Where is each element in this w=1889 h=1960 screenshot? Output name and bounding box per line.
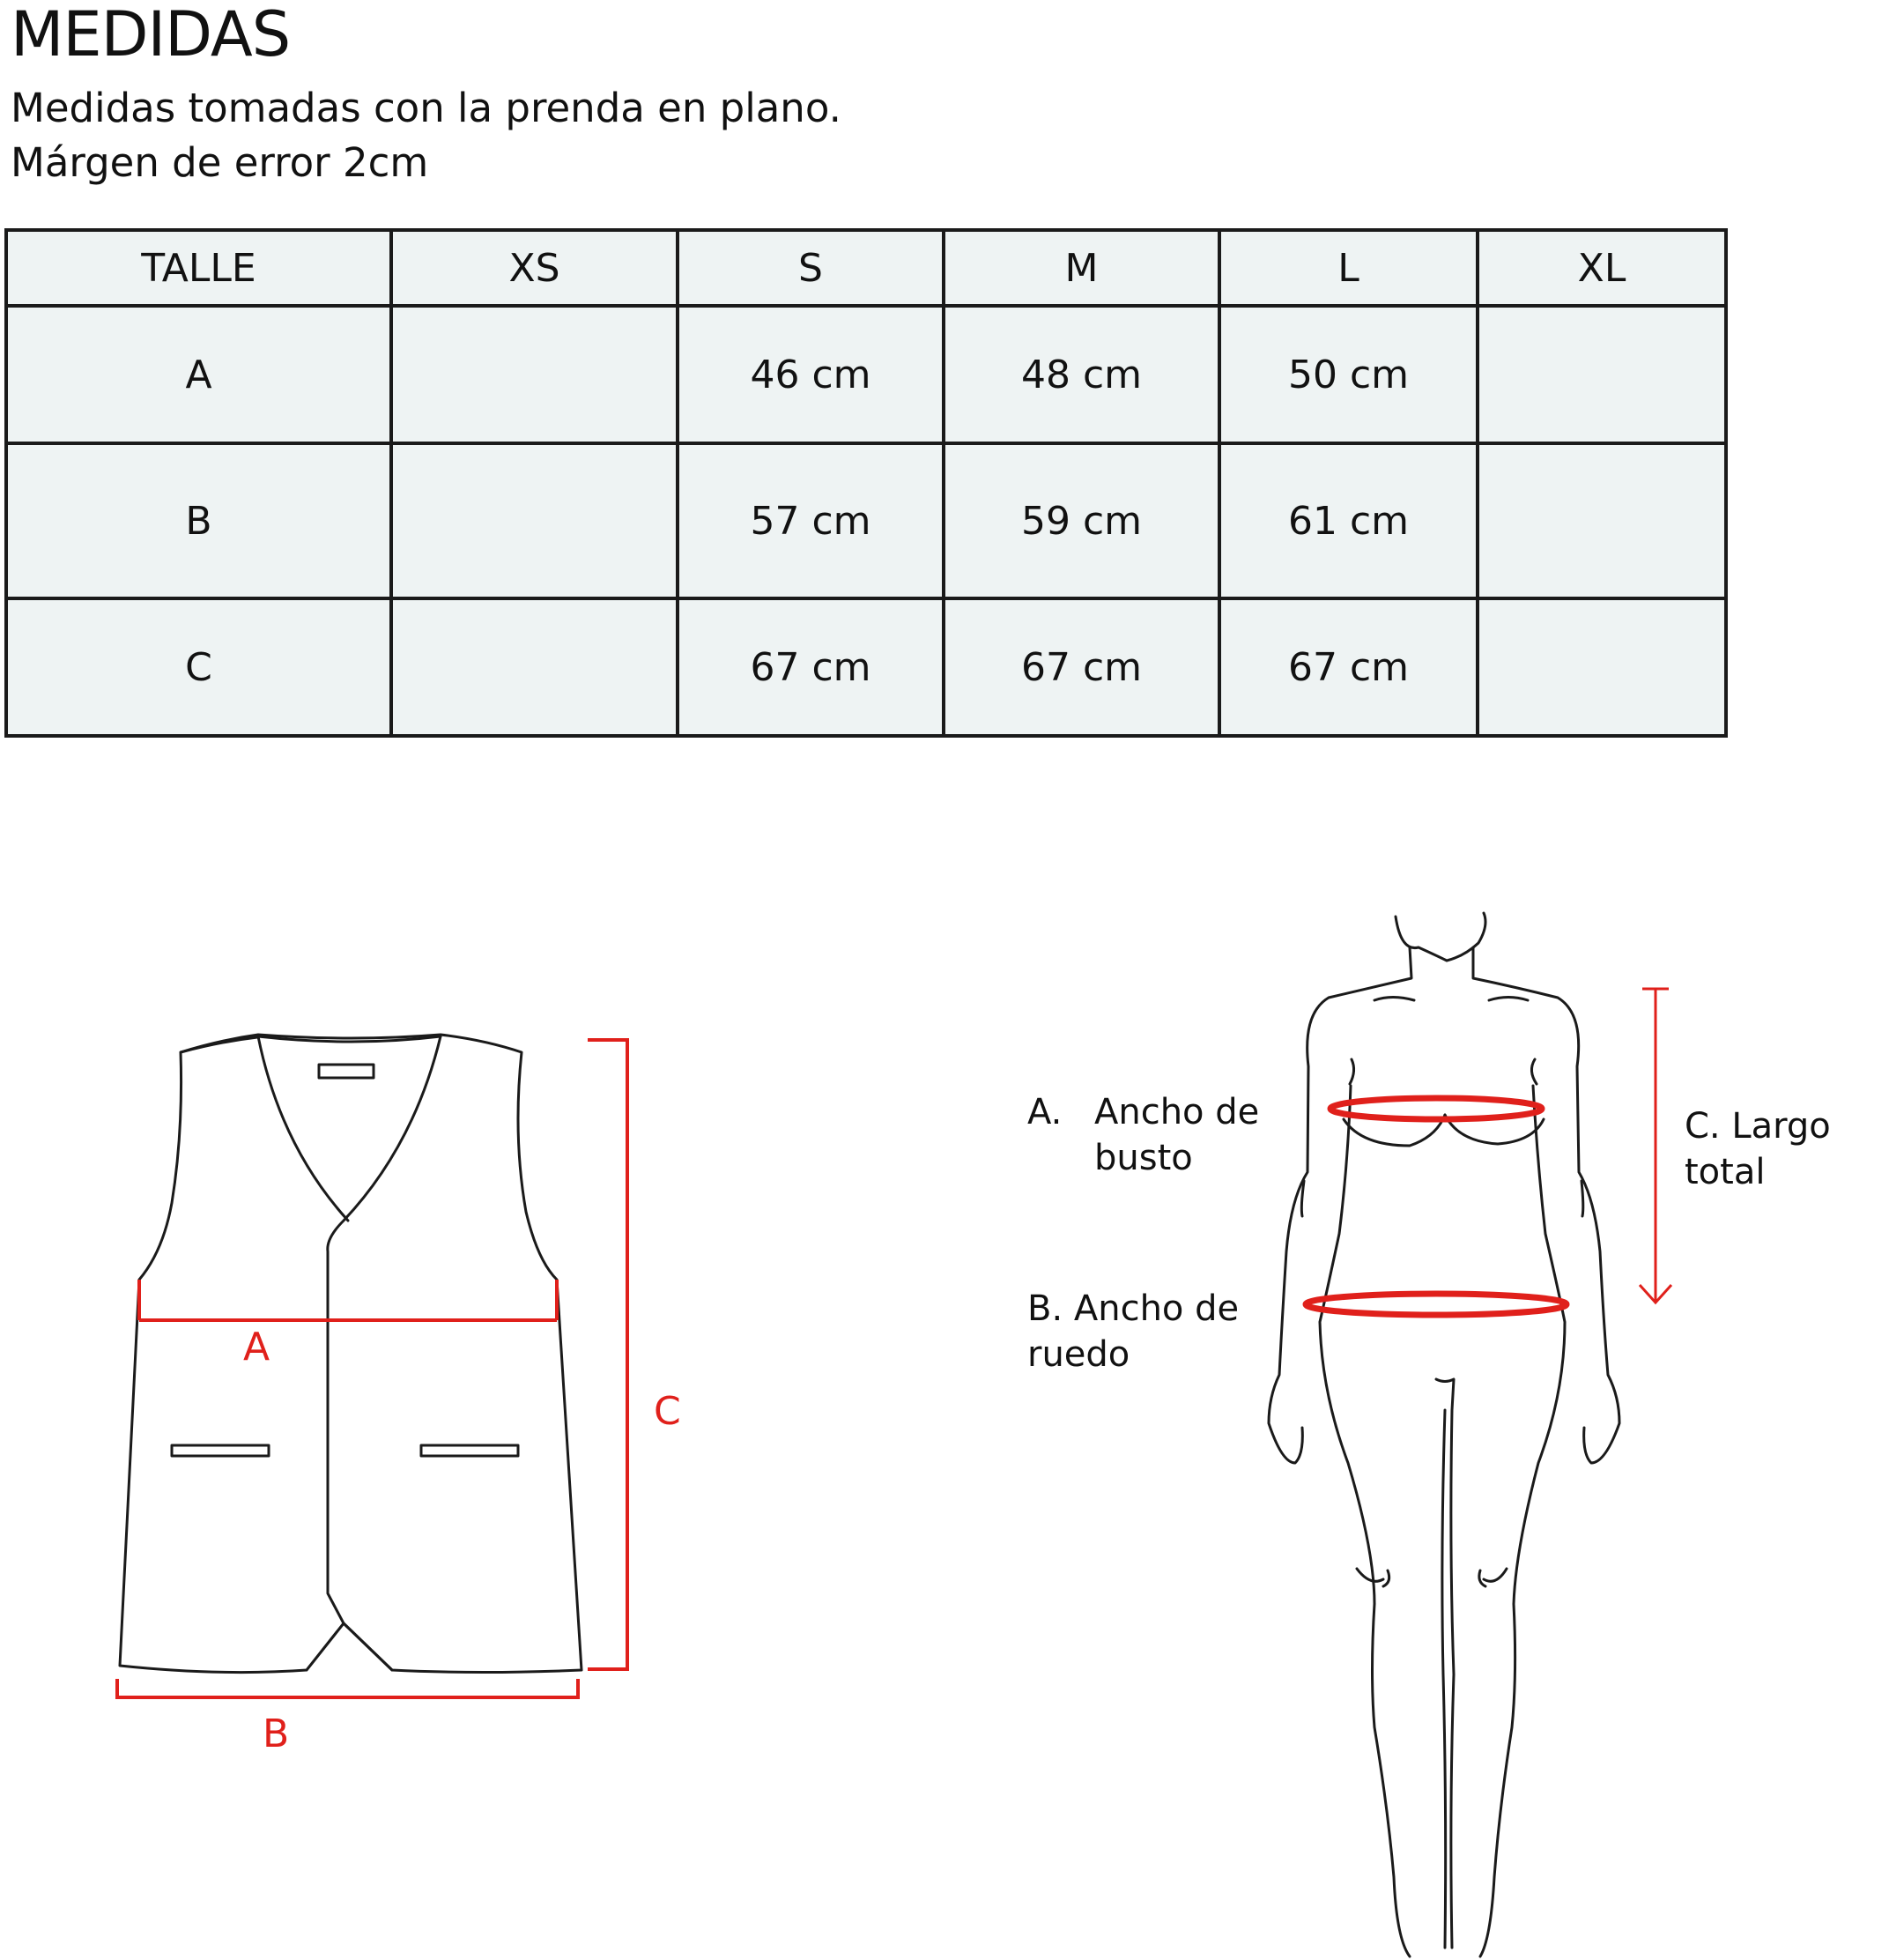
measurement-marks [117, 989, 1671, 1697]
page-title: MEDIDAS [11, 0, 291, 71]
cell-a-l: 50 cm [1219, 306, 1478, 443]
legend-a-line: Ancho de [1094, 1092, 1260, 1132]
legend-a-line: busto [1094, 1138, 1193, 1178]
vest-label-b: B [263, 1711, 290, 1756]
subtitle-line-margin: Márgen de error 2cm [11, 139, 429, 186]
vest-measure-a-line [139, 1280, 557, 1320]
cell-b-l: 61 cm [1219, 443, 1478, 598]
vest-chest-pocket [319, 1065, 374, 1078]
legend-c-line: C. Largo [1685, 1106, 1831, 1147]
column-header-m: M [944, 230, 1219, 306]
column-header-l: L [1219, 230, 1478, 306]
length-measure-arrow [1640, 989, 1671, 1303]
legend-a-letter: A. [1027, 1092, 1063, 1132]
row-label-b: B [6, 443, 391, 598]
legend-c-text [1685, 1103, 1831, 1195]
cell-c-s: 67 cm [678, 598, 944, 736]
column-header-s: S [678, 230, 944, 306]
vest-outline [120, 1035, 582, 1673]
row-label-a: A [6, 306, 391, 443]
legend-b-line: ruedo [1027, 1334, 1130, 1375]
cell-b-m: 59 cm [944, 443, 1219, 598]
vest-pocket-right [421, 1445, 518, 1456]
cell-c-l: 67 cm [1219, 598, 1478, 736]
hem-measure-ring [1306, 1294, 1567, 1315]
cell-a-s: 46 cm [678, 306, 944, 443]
column-header-talle: TALLE [6, 230, 391, 306]
cell-c-m: 67 cm [944, 598, 1219, 736]
cell-b-s: 57 cm [678, 443, 944, 598]
bust-measure-ring [1330, 1098, 1542, 1119]
row-label-c: C [6, 598, 391, 736]
vest-label-c: C [654, 1389, 681, 1434]
vest-pocket-left [172, 1445, 269, 1456]
legend-b-text [1027, 1286, 1239, 1377]
subtitle-line-flat: Medidas tomadas con la prenda en plano. [11, 85, 841, 131]
legend-b-line: B. Ancho de [1027, 1288, 1240, 1329]
column-header-xs: XS [391, 230, 678, 306]
legend-a-text [1094, 1089, 1259, 1181]
vest-measure-c-bracket [588, 1040, 627, 1669]
legend-c-line: total [1685, 1152, 1766, 1192]
column-header-xl: XL [1478, 230, 1726, 306]
vest-label-a: A [243, 1325, 270, 1370]
cell-a-m: 48 cm [944, 306, 1219, 443]
vest-measure-b-bracket [117, 1679, 578, 1697]
body-figure [1269, 913, 1619, 1956]
